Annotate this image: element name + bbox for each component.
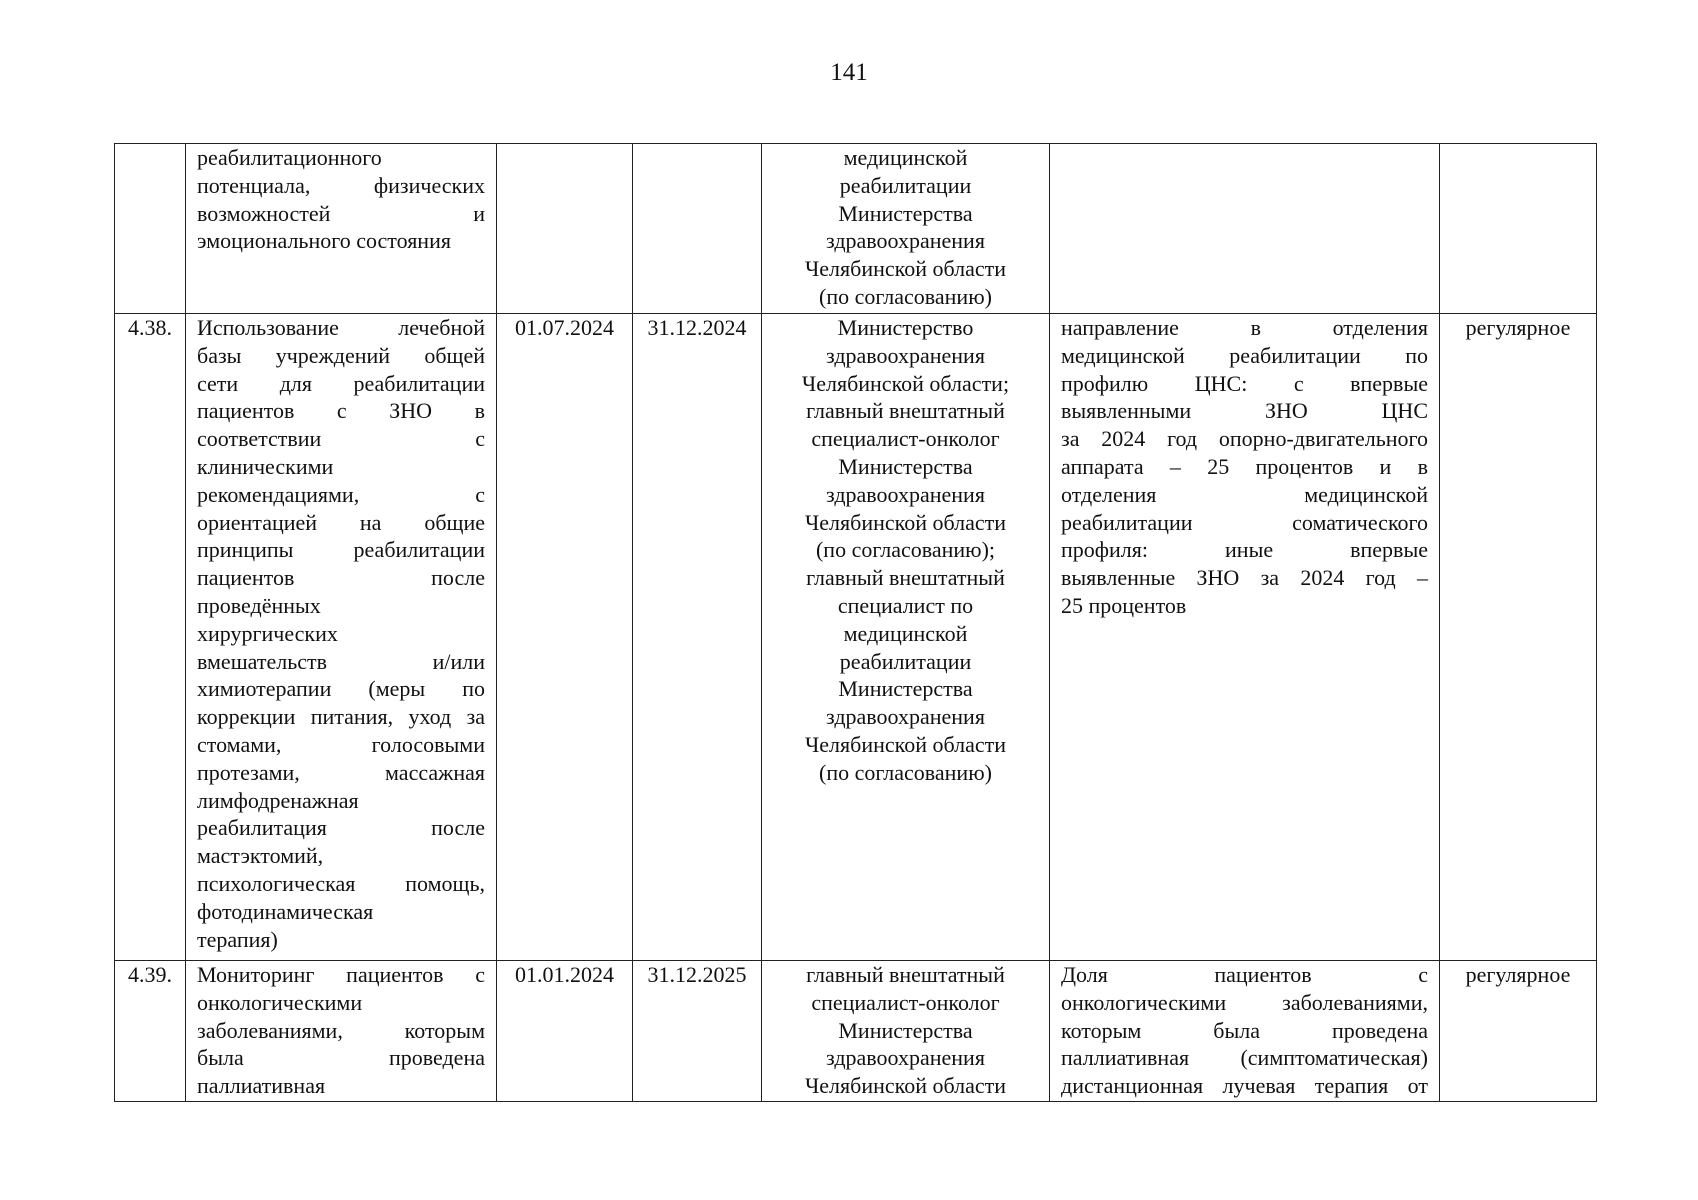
- row-number: [115, 144, 186, 314]
- indicator-line: профилю ЦНС: с впервые: [1061, 370, 1428, 396]
- start-date: 01.07.2024: [497, 314, 633, 961]
- responsible-line: специалист-онколог: [811, 426, 1000, 452]
- responsible-line: здравоохранения: [826, 704, 985, 730]
- indicator-line: онкологическими заболеваниями,: [1061, 989, 1428, 1015]
- indicator-line: 25 процентов: [1061, 592, 1187, 618]
- indicator-line: дистанционная лучевая терапия от: [1061, 1073, 1428, 1099]
- indicator-line: направление в отделения: [1061, 315, 1428, 340]
- activity-name-line: соответствии с: [197, 426, 485, 452]
- responsible-line: Челябинской области: [804, 509, 1007, 535]
- indicator-line: медицинской реабилитации по: [1061, 342, 1428, 368]
- activity-name-line: ориентацией на общие: [197, 509, 485, 535]
- end-date: [633, 144, 762, 314]
- indicator-line: выявленные ЗНО за 2024 год –: [1061, 565, 1428, 591]
- responsible-line: реабилитации: [839, 172, 972, 198]
- responsible-line: Челябинской области: [804, 731, 1007, 757]
- result: регулярное: [1440, 314, 1597, 961]
- result: [1440, 144, 1597, 314]
- activity-name-line: возможностей и: [197, 200, 485, 226]
- responsible-line: (по согласованию);: [815, 537, 996, 563]
- activity-name: [186, 144, 497, 314]
- responsible-line: здравоохранения: [826, 342, 985, 368]
- indicator-line: выявленными ЗНО ЦНС: [1061, 398, 1428, 424]
- activity-name-line: коррекции питания, уход за: [197, 704, 485, 730]
- indicator-line: отделения медицинской: [1061, 481, 1428, 507]
- responsible-line: медицинской: [843, 620, 968, 646]
- activity-name-line: фотодинамическая: [197, 898, 374, 924]
- activity-name-line: хирургических: [197, 620, 338, 646]
- activities-table: [114, 143, 1597, 1102]
- activity-name-line: терапия): [197, 926, 278, 952]
- table-row: [115, 961, 1597, 1102]
- responsible-line: Министерства: [838, 453, 973, 479]
- activity-name-line: химиотерапии (меры по: [197, 676, 485, 702]
- activity-name-line: сети для реабилитации: [197, 370, 485, 396]
- responsible-line: главный внештатный: [806, 565, 1005, 591]
- row-number: 4.39.: [115, 961, 186, 1102]
- responsible-line: реабилитации: [839, 648, 972, 674]
- responsible-executor: [762, 961, 1050, 1102]
- responsible-line: (по согласованию): [819, 759, 992, 785]
- responsible-line: специалист по: [837, 592, 974, 618]
- activity-name-line: онкологическими: [197, 989, 363, 1015]
- activity-name-line: мастэктомий,: [197, 843, 324, 869]
- end-date: 31.12.2024: [633, 314, 762, 961]
- responsible-line: Челябинской области: [804, 256, 1007, 282]
- indicator-line: профиля: иные впервые: [1061, 537, 1428, 563]
- activity-name-line: клиническими: [197, 453, 334, 479]
- responsible-line: медицинской: [843, 145, 968, 170]
- activity-name-line: Мониторинг пациентов с: [197, 962, 485, 987]
- indicator-line: реабилитации соматического: [1061, 509, 1428, 535]
- responsible-executor: [762, 314, 1050, 961]
- activity-name-line: пациентов после: [197, 565, 485, 591]
- responsible-line: (по согласованию): [819, 283, 992, 309]
- activity-name-line: пациентов с ЗНО в: [197, 398, 485, 424]
- activity-name: [186, 314, 497, 961]
- start-date: [497, 144, 633, 314]
- responsible-line: Челябинской области: [804, 1073, 1007, 1099]
- activity-name-line: реабилитация после: [197, 815, 485, 841]
- responsible-line: специалист-онколог: [811, 989, 1000, 1015]
- activity-name-line: заболеваниями, которым: [197, 1017, 485, 1043]
- start-date: 01.01.2024: [497, 961, 633, 1102]
- activity-name-line: лимфодренажная: [197, 787, 359, 813]
- activity-name: [186, 961, 497, 1102]
- activity-name-line: паллиативная: [197, 1073, 326, 1099]
- activity-name-line: психологическая помощь,: [197, 870, 485, 896]
- activity-name-line: протезами, массажная: [197, 759, 485, 785]
- responsible-line: здравоохранения: [826, 1045, 985, 1071]
- indicator-line: паллиативная (симптоматическая): [1061, 1045, 1428, 1071]
- responsible-line: Челябинской области;: [801, 370, 1010, 396]
- activity-name-line: потенциала, физических: [197, 172, 485, 198]
- activity-name-line: проведённых: [197, 592, 321, 618]
- activity-name-line: принципы реабилитации: [197, 537, 485, 563]
- indicator-line: которым была проведена: [1061, 1017, 1428, 1043]
- indicator: [1050, 961, 1440, 1102]
- responsible-line: Министерства: [838, 1017, 973, 1043]
- activity-name-line: эмоционального состояния: [197, 228, 451, 254]
- responsible-line: здравоохранения: [826, 481, 985, 507]
- result: регулярное: [1440, 961, 1597, 1102]
- responsible-line: Министерство: [837, 315, 974, 340]
- activity-name-line: базы учреждений общей: [197, 342, 485, 368]
- responsible-line: Министерства: [838, 200, 973, 226]
- table-row: [115, 314, 1597, 961]
- activity-name-line: вмешательств и/или: [197, 648, 485, 674]
- indicator-line: аппарата – 25 процентов и в: [1061, 453, 1428, 479]
- activity-name-line: была проведена: [197, 1045, 485, 1071]
- indicator: [1050, 314, 1440, 961]
- activity-name-line: реабилитационного: [197, 145, 382, 170]
- activity-name-line: стомами, голосовыми: [197, 731, 485, 757]
- responsible-executor: [762, 144, 1050, 314]
- responsible-line: главный внештатный: [806, 962, 1005, 987]
- activity-name-line: рекомендациями, с: [197, 481, 485, 507]
- responsible-line: главный внештатный: [806, 398, 1005, 424]
- responsible-line: Министерства: [838, 676, 973, 702]
- indicator-line: за 2024 год опорно-двигательного: [1061, 426, 1428, 452]
- page-number: 141: [830, 59, 868, 86]
- responsible-line: здравоохранения: [826, 228, 985, 254]
- indicator: [1050, 144, 1440, 314]
- end-date: 31.12.2025: [633, 961, 762, 1102]
- activity-name-line: Использование лечебной: [197, 315, 485, 340]
- row-number: 4.38.: [115, 314, 186, 961]
- indicator-line: Доля пациентов с: [1061, 962, 1428, 987]
- table-row: [115, 144, 1597, 314]
